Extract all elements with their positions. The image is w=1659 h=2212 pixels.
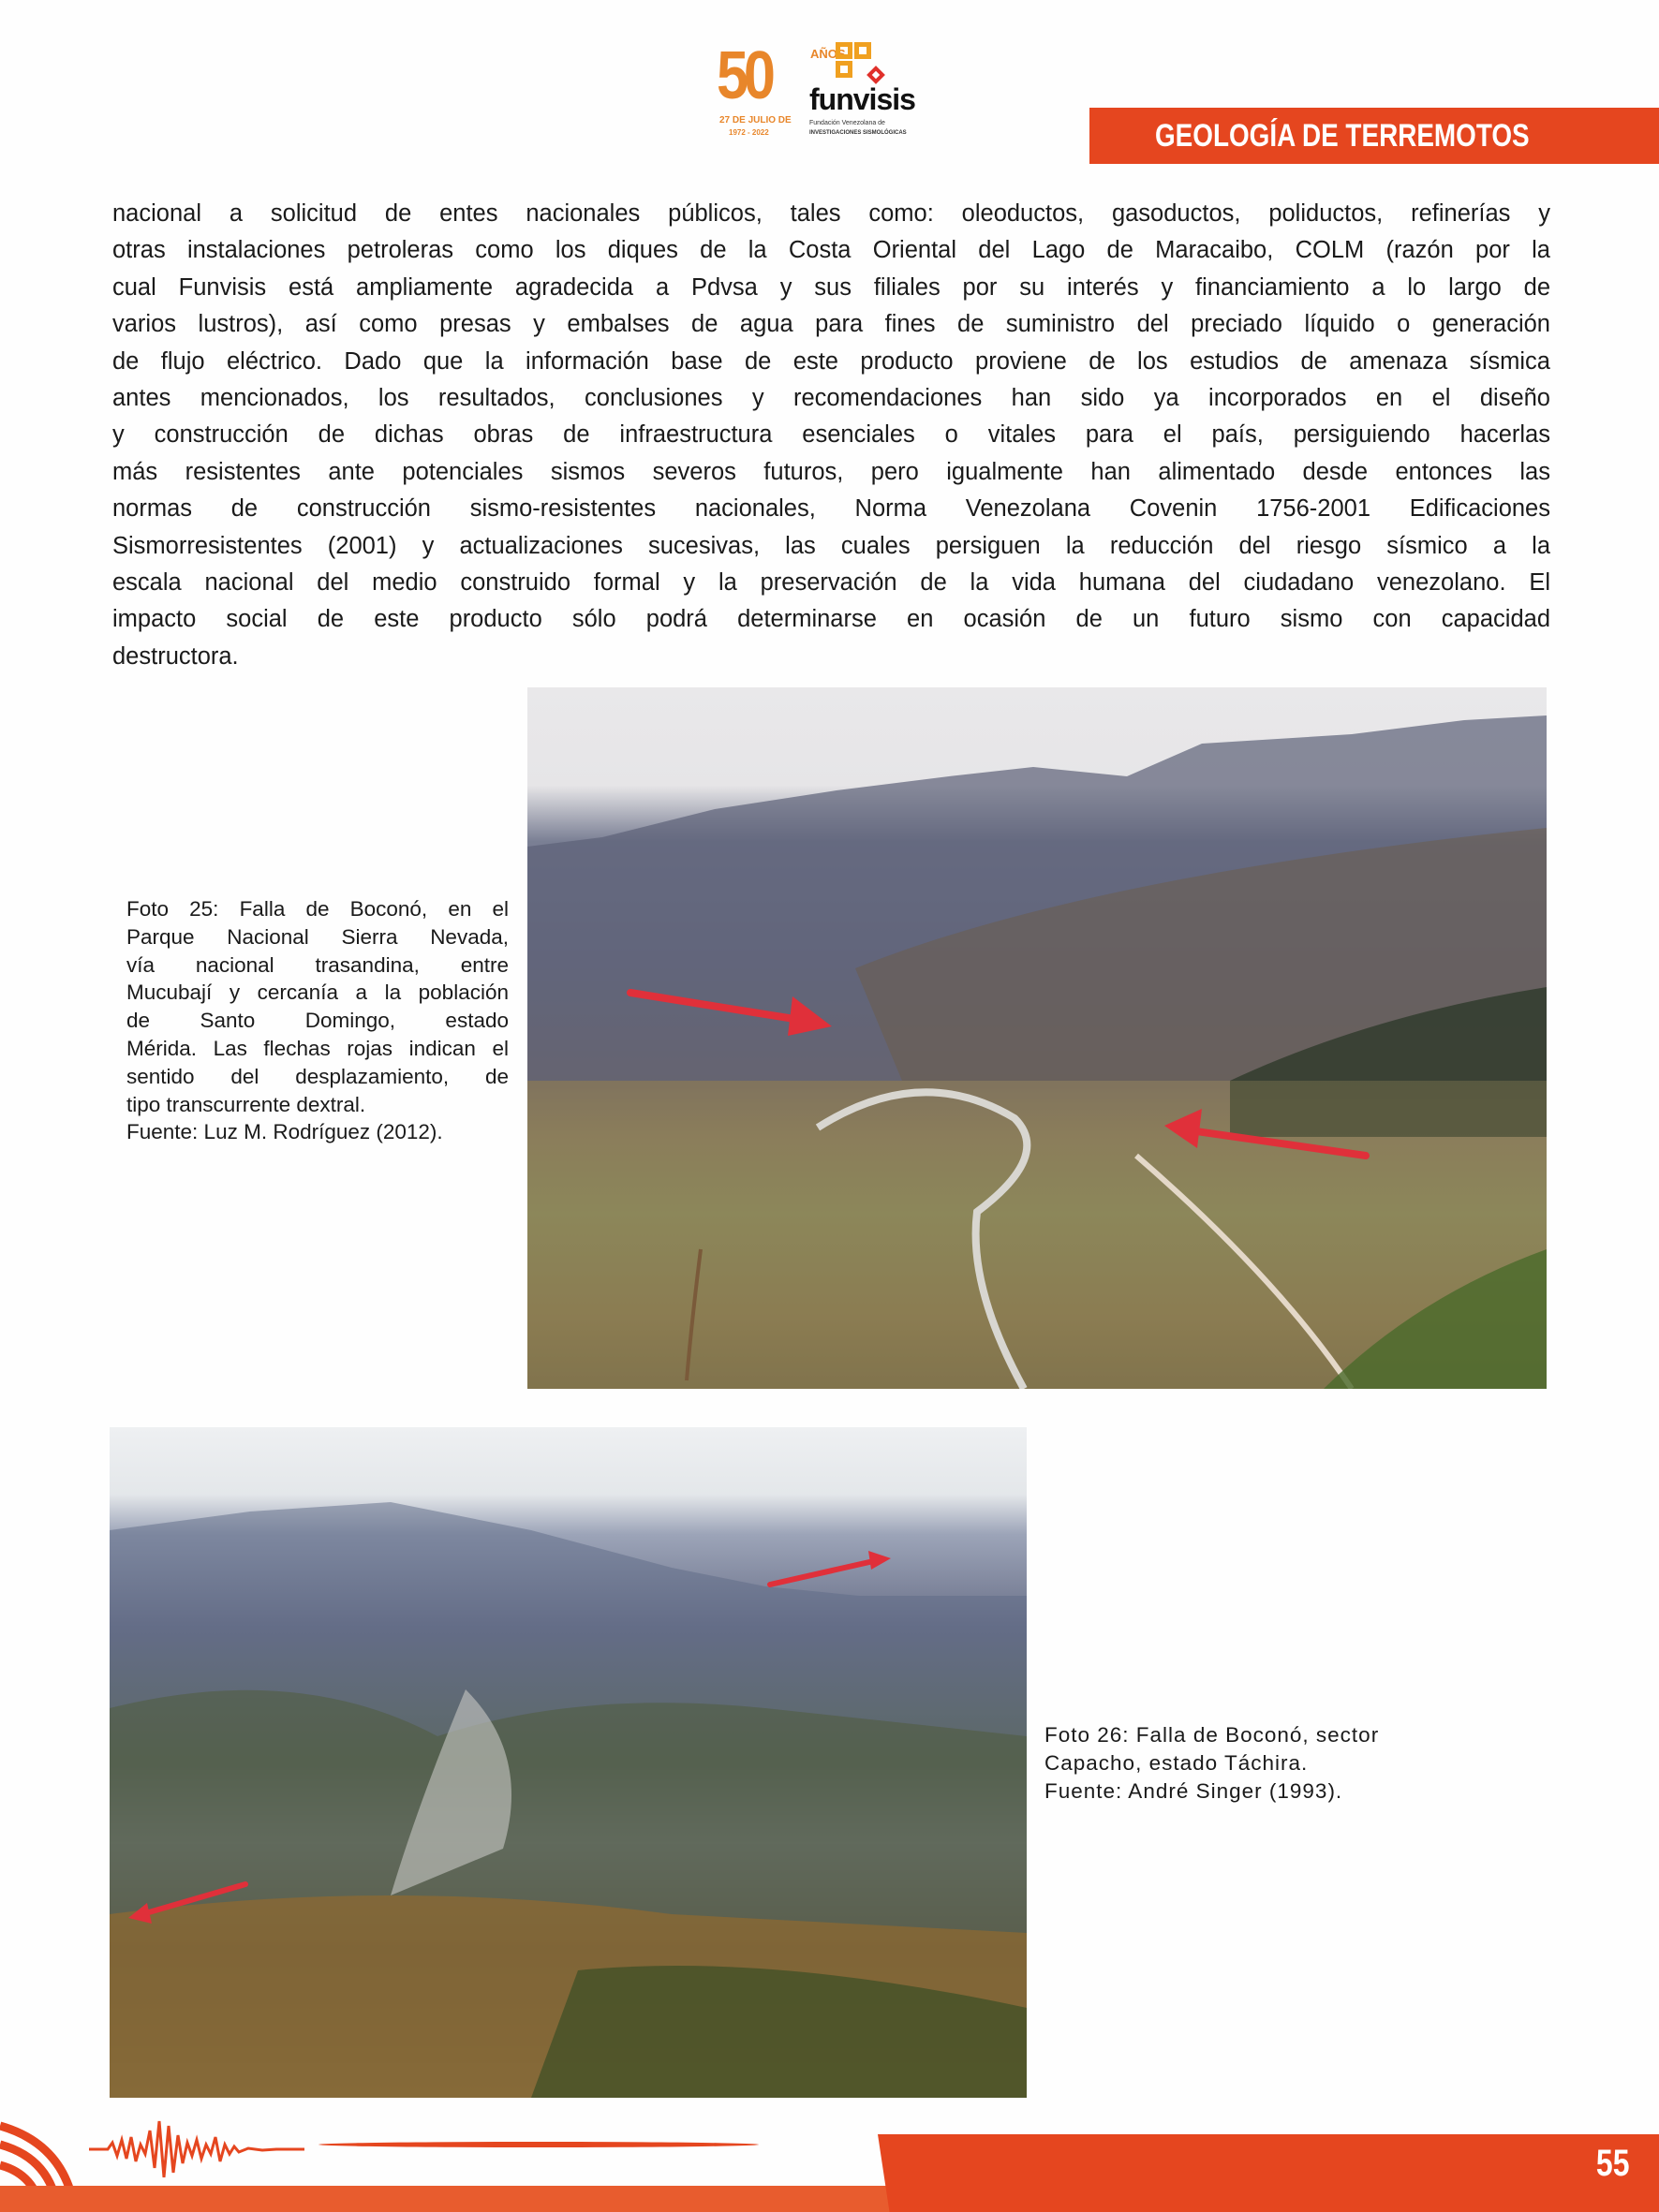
- photo-26-caption: [1044, 1721, 1475, 1805]
- body-line: normas de construcción sismo-resistentes nacionales, Norma Venezolana Covenin 1756-2001 Edificaciones: [112, 495, 1550, 523]
- logo-diamond: [867, 66, 885, 84]
- seismogram-wave-icon: [89, 2116, 304, 2182]
- funvisis-50-years-logo: [712, 38, 946, 145]
- body-line: varios lustros), así como presas y embalses de agua para fines de suministro del preciado líquido o generación: [112, 311, 1550, 338]
- page-number: 55: [1595, 2143, 1629, 2184]
- footer-page-block: [878, 2134, 1659, 2212]
- red-arrow-icon: [527, 687, 1547, 1389]
- body-line: más resistentes ante potenciales sismos severos futuros, pero igualmente han alimentado desde entonces las: [112, 458, 1550, 485]
- logo-subtitle: Fundación Venezolana de: [809, 120, 885, 126]
- caption-source: Fuente: André Singer (1993).: [1044, 1778, 1343, 1803]
- logo-square: [836, 61, 852, 78]
- body-line: de flujo eléctrico. Dado que la información base de este producto proviene de los estudios de amenaza sísmica: [112, 347, 1550, 375]
- caption-line: vía nacional trasandina, entre: [126, 952, 509, 977]
- body-line: escala nacional del medio construido formal y la preservación de la vida humana del ciudadano venezolano. El: [112, 569, 1550, 597]
- body-line: cual Funvisis está ampliamente agradecida a Pdvsa y sus filiales por su interés y financiamiento a lo largo de: [112, 273, 1550, 301]
- body-line: Sismorresistentes (2001) y actualizaciones sucesivas, las cuales persiguen la reducción del riesgo sísmico a la: [112, 532, 1550, 559]
- footer-divider-line: [318, 2142, 759, 2147]
- body-line: nacional a solicitud de entes nacionales públicos, tales como: oleoductos, gasoductos, poliductos, refinerías y: [112, 200, 1550, 227]
- caption-line: Foto 25: Falla de Boconó, en el: [126, 897, 509, 921]
- caption-line: Capacho, estado Táchira.: [1044, 1750, 1309, 1775]
- logo-brand: funvisis: [809, 82, 915, 116]
- body-paragraph: [112, 196, 1550, 675]
- logo-date: 27 DE JULIO DE: [719, 115, 792, 125]
- body-line: antes mencionados, los resultados, conclusiones y recomendaciones han sido ya incorporados en el diseño: [112, 385, 1550, 412]
- logo-square: [854, 42, 871, 59]
- photo-26-bocono-fault-capacho: [110, 1427, 1027, 2098]
- body-line: otras instalaciones petroleras como los diques de la Costa Oriental del Lago de Maracaibo, COLM (razón por la: [112, 237, 1550, 264]
- photo-25-bocono-fault-merida: [527, 687, 1547, 1389]
- body-line: destructora.: [112, 642, 239, 670]
- caption-line: de Santo Domingo, estado: [126, 1009, 509, 1033]
- caption-line: Parque Nacional Sierra Nevada,: [126, 924, 509, 949]
- caption-line: Foto 26: Falla de Boconó, sector: [1044, 1723, 1380, 1747]
- caption-line: Mucubají y cercanía a la población: [126, 981, 509, 1005]
- logo-subtitle: INVESTIGACIONES SISMOLÓGICAS: [809, 130, 907, 136]
- body-line: impacto social de este producto sólo podrá determinarse en ocasión de un futuro sismo con capacidad: [112, 606, 1550, 633]
- logo-square: [836, 42, 852, 59]
- red-arrow-icon: [110, 1427, 1027, 2098]
- photo-25-caption: [126, 895, 509, 1146]
- logo-years: AÑOS: [810, 47, 846, 61]
- body-line: y construcción de dichas obras de infraestructura esenciales o vitales para el país, persiguiendo hacerlas: [112, 421, 1550, 449]
- caption-line: Mérida. Las flechas rojas indican el: [126, 1036, 509, 1060]
- logo-number: 50: [717, 38, 771, 113]
- caption-source: Fuente: Luz M. Rodríguez (2012).: [126, 1120, 443, 1144]
- logo-date: 1972 - 2022: [729, 128, 769, 137]
- section-title: GEOLOGÍA DE TERREMOTOS: [1155, 118, 1530, 154]
- caption-line: sentido del desplazamiento, de: [126, 1064, 509, 1088]
- section-header-banner: [1089, 108, 1659, 164]
- caption-line: tipo transcurrente dextral.: [126, 1092, 366, 1116]
